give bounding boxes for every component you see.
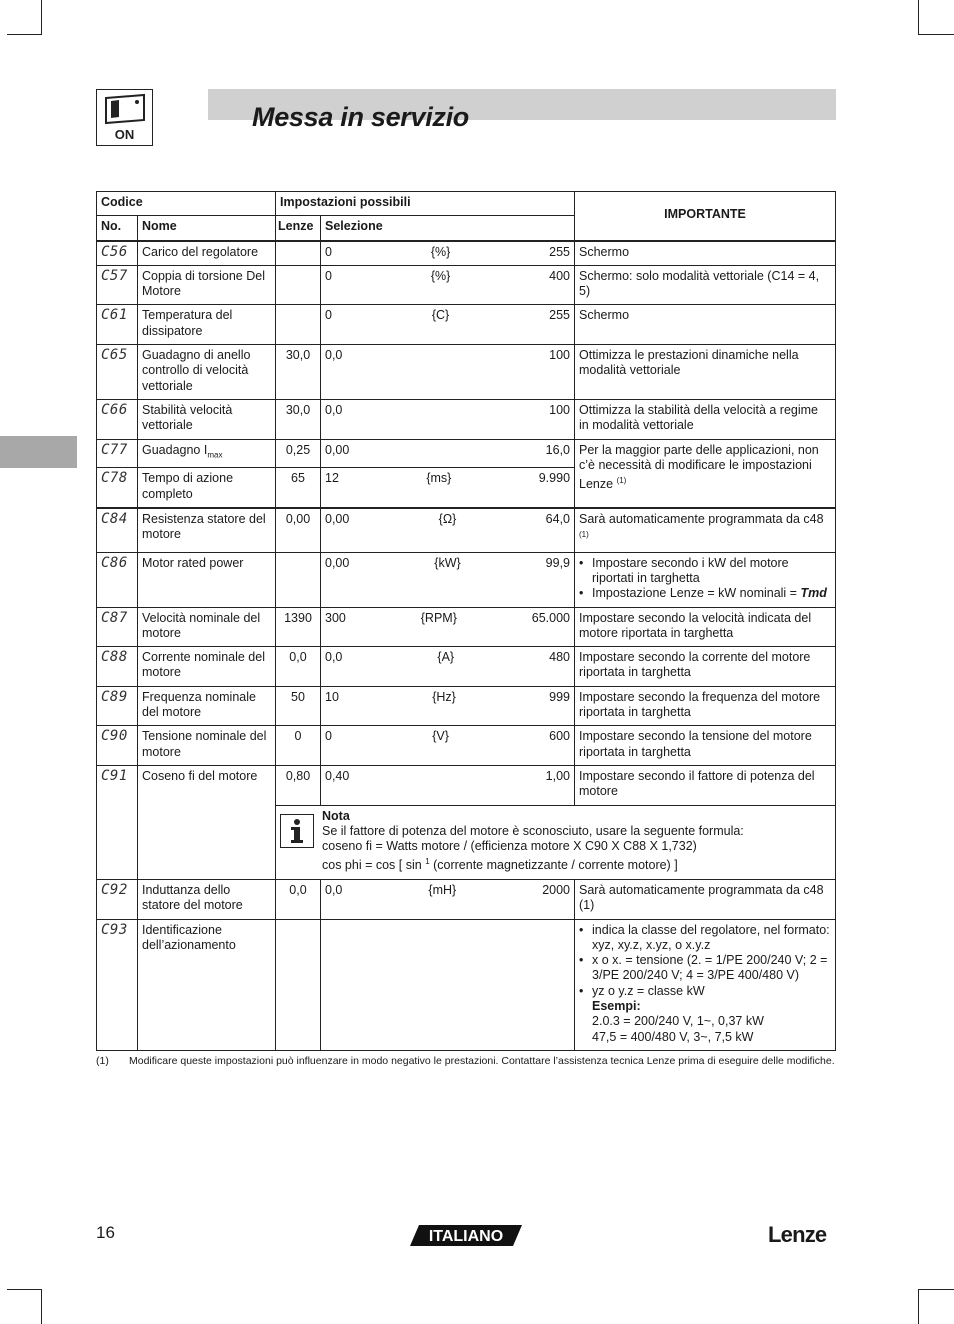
sel-max: 255 bbox=[549, 244, 571, 259]
sel-max: 600 bbox=[549, 729, 571, 744]
note-line: Se il fattore di potenza del motore è sconosciuto, usare la seguente formula: bbox=[322, 823, 744, 838]
crop-mark bbox=[918, 0, 919, 35]
lenze-cell: 1390 bbox=[276, 607, 321, 647]
sel-max: 65.000 bbox=[531, 610, 571, 625]
name-cell bbox=[138, 439, 276, 468]
sel-unit: {mH} bbox=[428, 882, 457, 897]
importante-cell bbox=[575, 552, 836, 607]
table-row bbox=[97, 399, 836, 439]
code-cell: C78 bbox=[97, 468, 138, 508]
col-header-lenze: Lenze bbox=[276, 216, 321, 241]
code-cell: C61 bbox=[97, 305, 138, 345]
note-line: coseno fi = Watts motore / (efficienza motore X C90 X C88 X 1,732) bbox=[322, 839, 697, 854]
table-row bbox=[97, 765, 836, 805]
sel-max: 480 bbox=[549, 650, 571, 665]
sel-unit: {ms} bbox=[426, 471, 452, 486]
sel-min: 0 bbox=[325, 308, 332, 323]
name-cell: Tempo di azione completo bbox=[138, 468, 276, 508]
crop-mark bbox=[918, 34, 954, 35]
importante-cell bbox=[575, 508, 836, 552]
sel-unit: {Ω} bbox=[438, 511, 457, 526]
name-cell: Guadagno di anello controllo di velocità vettoriale bbox=[138, 345, 276, 400]
footnote-text: Modificare queste impostazioni può influenzare in modo negativo le prestazioni. Contattare l’assistenza tecnica Lenze prima di eseguire delle modifiche. bbox=[129, 1055, 835, 1067]
name-text: Guadagno I bbox=[142, 442, 208, 457]
list-item-text: Impostazione Lenze = kW nominali = bbox=[592, 586, 801, 601]
sel-max: 2000 bbox=[542, 882, 571, 897]
table-row bbox=[97, 439, 836, 468]
name-cell: Coppia di torsione Del Motore bbox=[138, 265, 276, 305]
code-cell: C89 bbox=[97, 686, 138, 726]
selection-cell bbox=[321, 399, 575, 439]
sel-unit bbox=[349, 443, 545, 458]
crop-mark bbox=[41, 0, 42, 35]
name-cell: Tensione nominale del motore bbox=[138, 726, 276, 766]
sel-unit: {Hz} bbox=[432, 689, 456, 704]
name-cell: Stabilità velocità vettoriale bbox=[138, 399, 276, 439]
sel-unit bbox=[342, 403, 549, 418]
selection-cell bbox=[321, 468, 575, 508]
selection-cell bbox=[321, 647, 575, 687]
page-number: 16 bbox=[96, 1223, 115, 1242]
crop-mark bbox=[41, 1289, 42, 1324]
sel-unit bbox=[349, 769, 545, 784]
list-item bbox=[592, 586, 831, 601]
sel-min: 0 bbox=[325, 268, 332, 283]
example-line: 2.0.3 = 200/240 V, 1~, 0,37 kW bbox=[592, 1014, 764, 1029]
name-subscript: max bbox=[207, 450, 223, 460]
code-cell: C88 bbox=[97, 647, 138, 687]
importante-cell: Ottimizza la stabilità della velocità a regime in modalità vettoriale bbox=[575, 399, 836, 439]
language-badge bbox=[410, 1225, 522, 1246]
importante-cell bbox=[575, 919, 836, 1050]
name-cell: Frequenza nominale del motore bbox=[138, 686, 276, 726]
selection-cell bbox=[321, 879, 575, 919]
table-row bbox=[97, 305, 836, 345]
table-row bbox=[97, 241, 836, 266]
note-cell bbox=[276, 805, 836, 879]
table-row bbox=[97, 508, 836, 552]
on-label: ON bbox=[114, 127, 135, 142]
lenze-cell: 0,0 bbox=[276, 879, 321, 919]
selection-cell bbox=[321, 439, 575, 468]
examples-label: Esempi: bbox=[592, 998, 641, 1013]
list-item: • yz o y.z = classe kW bbox=[592, 984, 831, 999]
code-cell: C93 bbox=[97, 919, 138, 1050]
col-header-impostazioni: Impostazioni possibili bbox=[276, 192, 575, 216]
footnote-ref: (1) bbox=[579, 530, 589, 540]
col-header-nome: Nome bbox=[138, 216, 276, 241]
lenze-cell bbox=[276, 552, 321, 607]
crop-mark bbox=[918, 1289, 919, 1324]
selection-cell bbox=[321, 241, 575, 266]
name-cell: Identificazione dell’azionamento bbox=[138, 919, 276, 1050]
note-text bbox=[322, 809, 744, 874]
importante-cell: Schermo bbox=[575, 241, 836, 266]
note-line-text: (corrente magnetizzante / corrente motore) ] bbox=[429, 858, 678, 873]
sel-max: 64,0 bbox=[545, 511, 571, 526]
code-cell: C86 bbox=[97, 552, 138, 607]
sel-unit: {%} bbox=[430, 244, 451, 259]
lenze-cell bbox=[276, 305, 321, 345]
importante-cell bbox=[575, 439, 836, 508]
col-header-importante: IMPORTANTE bbox=[575, 192, 836, 241]
note-title: Nota bbox=[322, 808, 350, 823]
sel-min: 0,40 bbox=[325, 768, 350, 783]
selection-cell bbox=[321, 508, 575, 552]
importante-text: Sarà automaticamente programmata da c48 bbox=[579, 511, 824, 526]
table-row bbox=[97, 552, 836, 607]
importante-text: Per la maggior parte delle applicazioni, non c’è necessità di modificare le impostazioni Lenze bbox=[579, 442, 819, 492]
sel-min: 0 bbox=[325, 729, 332, 744]
importante-cell: Impostare secondo il fattore di potenza del motore bbox=[575, 765, 836, 805]
table-row bbox=[97, 607, 836, 647]
sel-unit: {V} bbox=[432, 729, 449, 744]
lenze-cell: 0,25 bbox=[276, 439, 321, 468]
table-row bbox=[97, 265, 836, 305]
name-cell: Temperatura del dissipatore bbox=[138, 305, 276, 345]
importante-cell: Ottimizza le prestazioni dinamiche nella modalità vettoriale bbox=[575, 345, 836, 400]
list-item: • x o x. = tensione (2. = 1/PE 200/240 V; 2 = 3/PE 200/240 V; 4 = 3/PE 400/480 V) bbox=[592, 953, 831, 984]
footnote-mark: (1) bbox=[96, 1055, 109, 1067]
info-icon bbox=[280, 814, 314, 848]
sel-min: 12 bbox=[325, 471, 339, 486]
selection-cell bbox=[321, 305, 575, 345]
footnote-ref: (1) bbox=[616, 476, 627, 486]
table-row bbox=[97, 686, 836, 726]
selection-cell bbox=[321, 726, 575, 766]
lenze-cell: 0,0 bbox=[276, 647, 321, 687]
list-item: • Impostare secondo i kW del motore riportati in targhetta bbox=[592, 556, 831, 587]
name-cell: Induttanza dello statore del motore bbox=[138, 879, 276, 919]
sel-max: 9.990 bbox=[538, 471, 571, 486]
selection-cell bbox=[321, 765, 575, 805]
sel-max: 400 bbox=[549, 268, 571, 283]
sel-min: 0 bbox=[325, 244, 332, 259]
selection-cell bbox=[321, 686, 575, 726]
name-cell: Resistenza statore del motore bbox=[138, 508, 276, 552]
selection-cell bbox=[321, 607, 575, 647]
col-header-no: No. bbox=[97, 216, 138, 241]
note-superscript: 1 bbox=[425, 857, 430, 867]
sel-unit bbox=[342, 348, 549, 363]
sel-max: 255 bbox=[549, 308, 571, 323]
power-switch-icon bbox=[96, 89, 153, 146]
sel-unit: {RPM} bbox=[420, 610, 457, 625]
name-cell: Velocità nominale del motore bbox=[138, 607, 276, 647]
lenze-cell: 0,00 bbox=[276, 508, 321, 552]
lenze-cell bbox=[276, 241, 321, 266]
parameter-table bbox=[96, 191, 836, 1051]
importante-list bbox=[579, 923, 831, 999]
sel-min: 0,0 bbox=[325, 402, 343, 417]
code-cell: C57 bbox=[97, 265, 138, 305]
name-cell: Coseno fi del motore bbox=[138, 765, 276, 879]
sel-min: 0,0 bbox=[325, 882, 343, 897]
name-cell: Motor rated power bbox=[138, 552, 276, 607]
selection-cell bbox=[321, 552, 575, 607]
lenze-cell: 30,0 bbox=[276, 399, 321, 439]
sel-max: 100 bbox=[549, 348, 571, 363]
code-cell: C66 bbox=[97, 399, 138, 439]
table-row bbox=[97, 647, 836, 687]
crop-mark bbox=[918, 1289, 954, 1290]
crop-mark bbox=[7, 34, 42, 35]
code-cell: C77 bbox=[97, 439, 138, 468]
importante-cell: Impostare secondo la tensione del motore riportata in targhetta bbox=[575, 726, 836, 766]
sel-max: 16,0 bbox=[545, 442, 571, 457]
crop-mark bbox=[7, 1289, 42, 1290]
lenze-cell bbox=[276, 919, 321, 1050]
selection-cell bbox=[321, 919, 575, 1050]
sel-max: 999 bbox=[549, 689, 571, 704]
page-title: Messa in servizio bbox=[252, 102, 470, 132]
note-line-text: cos phi = cos [ sin bbox=[322, 858, 426, 873]
sel-unit: {kW} bbox=[434, 555, 461, 570]
importante-cell: Impostare secondo la corrente del motore riportata in targhetta bbox=[575, 647, 836, 687]
sel-min: 0,0 bbox=[325, 348, 343, 363]
note-line bbox=[322, 854, 744, 873]
importante-cell: Impostare secondo la frequenza del motore riportata in targhetta bbox=[575, 686, 836, 726]
col-header-codice: Codice bbox=[97, 192, 276, 216]
name-cell: Corrente nominale del motore bbox=[138, 647, 276, 687]
sel-max: 100 bbox=[549, 402, 571, 417]
example-line: 47,5 = 400/480 V, 3~, 7,5 kW bbox=[592, 1029, 754, 1044]
lenze-cell: 0,80 bbox=[276, 765, 321, 805]
sel-min: 0,00 bbox=[325, 555, 350, 570]
sel-min: 0,0 bbox=[325, 650, 343, 665]
sel-min: 300 bbox=[325, 610, 346, 625]
table-row bbox=[97, 919, 836, 1050]
lenze-cell: 30,0 bbox=[276, 345, 321, 400]
emphasis-text: Tmd bbox=[800, 586, 827, 601]
sel-max: 99,9 bbox=[545, 555, 571, 570]
importante-list bbox=[579, 556, 831, 602]
language-label: ITALIANO bbox=[428, 1228, 504, 1245]
code-cell: C65 bbox=[97, 345, 138, 400]
sel-unit: {A} bbox=[437, 650, 455, 665]
name-cell: Carico del regolatore bbox=[138, 241, 276, 266]
table-row bbox=[97, 879, 836, 919]
lenze-cell bbox=[276, 265, 321, 305]
lenze-cell: 0 bbox=[276, 726, 321, 766]
sel-max: 1,00 bbox=[545, 768, 571, 783]
importante-cell: Schermo: solo modalità vettoriale (C14 = 4, 5) bbox=[575, 265, 836, 305]
footnote bbox=[96, 1054, 836, 1068]
code-cell: C56 bbox=[97, 241, 138, 266]
sel-min: 10 bbox=[325, 689, 339, 704]
code-cell: C92 bbox=[97, 879, 138, 919]
importante-cell: Impostare secondo la velocità indicata del motore riportata in targhetta bbox=[575, 607, 836, 647]
list-item: • indica la classe del regolatore, nel formato: xyz, xy.z, x.yz, o x.y.z bbox=[592, 923, 831, 954]
code-cell: C90 bbox=[97, 726, 138, 766]
table-row bbox=[97, 345, 836, 400]
lenze-cell: 65 bbox=[276, 468, 321, 508]
lenze-logo: Lenze bbox=[768, 1222, 827, 1247]
sel-min: 0,00 bbox=[325, 442, 350, 457]
selection-cell bbox=[321, 345, 575, 400]
sel-unit: {%} bbox=[430, 268, 451, 283]
importante-cell: Sarà automaticamente programmata da c48 (1) bbox=[575, 879, 836, 919]
code-cell: C91 bbox=[97, 765, 138, 879]
importante-cell: Schermo bbox=[575, 305, 836, 345]
table-row bbox=[97, 726, 836, 766]
selection-cell bbox=[321, 265, 575, 305]
col-header-selezione: Selezione bbox=[321, 216, 575, 241]
code-cell: C87 bbox=[97, 607, 138, 647]
sel-unit: {C} bbox=[431, 308, 450, 323]
lenze-cell: 50 bbox=[276, 686, 321, 726]
code-cell: C84 bbox=[97, 508, 138, 552]
side-tab bbox=[0, 436, 77, 468]
sel-min: 0,00 bbox=[325, 511, 350, 526]
